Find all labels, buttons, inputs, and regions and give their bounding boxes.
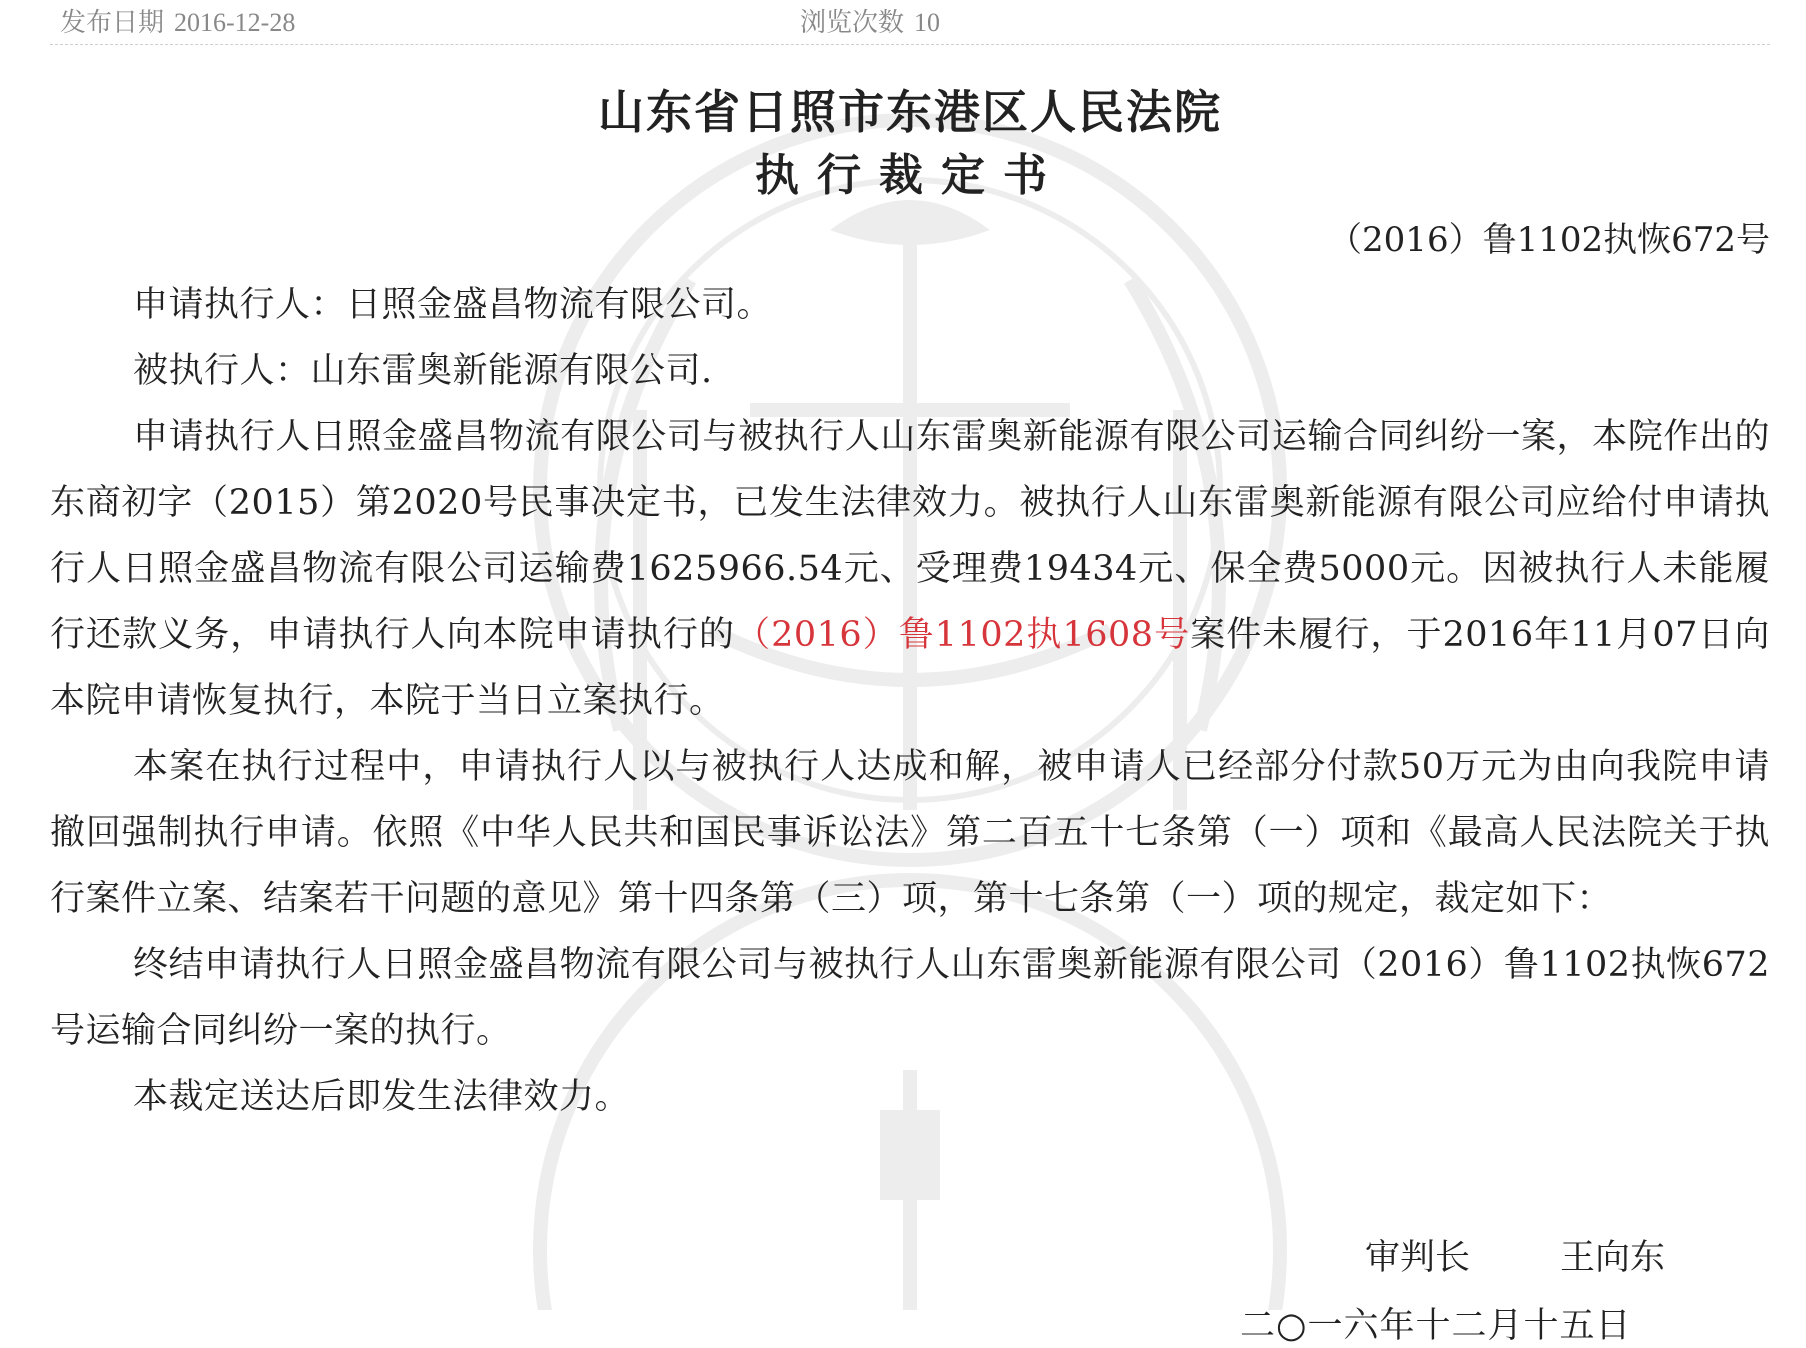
facts-text-part1: 申请执行人日照金盛昌物流有限公司与被执行人山东雷奥新能源有限公司运输合同纠纷一案，本院作出的东商初字（2015）第2020号民事决定书，已发生法律效力。被执行人山东雷奥新能源有限公司应给付申请执行人日照金盛昌物流有限公司运输费1625966.54元、受理费19434元、保全费5000元。因被执行人未能履行还款义务，申请执行人向本院申请执行的 [50,417,1770,655]
ruling-paragraph: 终结申请执行人日照金盛昌物流有限公司与被执行人山东雷奥新能源有限公司（2016）鲁1102执恢672号运输合同纠纷一案的执行。 [50,945,1770,1051]
effect-paragraph: 本裁定送达后即发生法律效力。 [133,1077,631,1117]
document-title: 执行裁定书 [755,150,1065,201]
view-count [800,2,940,39]
applicant-paragraph: 申请执行人：日照金盛昌物流有限公司。 [133,285,773,325]
judgment-document [50,80,1770,1130]
view-count-value: 10 [914,8,941,37]
facts-text-part2: 案件未履行，于2016年11月07日向本院申请恢复执行，本院于当日立案执行。 [50,615,1770,721]
publish-date [60,2,295,39]
facts-paragraph [50,404,1770,734]
judge-name: 王向东 [1560,1238,1666,1278]
view-count-label: 浏览次数 [800,8,905,37]
case-number: （2016）鲁1102执恢672号 [1328,220,1770,260]
related-case-link[interactable]: （2016）鲁1102执1608号 [735,615,1191,655]
publish-date-label: 发布日期 [60,8,165,37]
meta-bar [50,0,1770,45]
respondent-paragraph: 被执行人：山东雷奥新能源有限公司. [133,351,713,391]
judge-label: 审判长 [1365,1238,1471,1278]
reasoning-paragraph: 本案在执行过程中，申请执行人以与被执行人达成和解，被申请人已经部分付款50万元为由向我院申请撤回强制执行申请。依照《中华人民共和国民事诉讼法》第二百五十七条第（一）项和《最高人民法院关于执行案件立案、结案若干问题的意见》第十四条第（三）项，第十七条第（一）项的规定，裁定如下： [50,747,1770,919]
signature-date: 二○一六年十二月十五日 [1240,1306,1632,1346]
publish-date-value: 2016-12-28 [174,8,296,37]
court-name: 山东省日照市东港区人民法院 [598,85,1222,139]
